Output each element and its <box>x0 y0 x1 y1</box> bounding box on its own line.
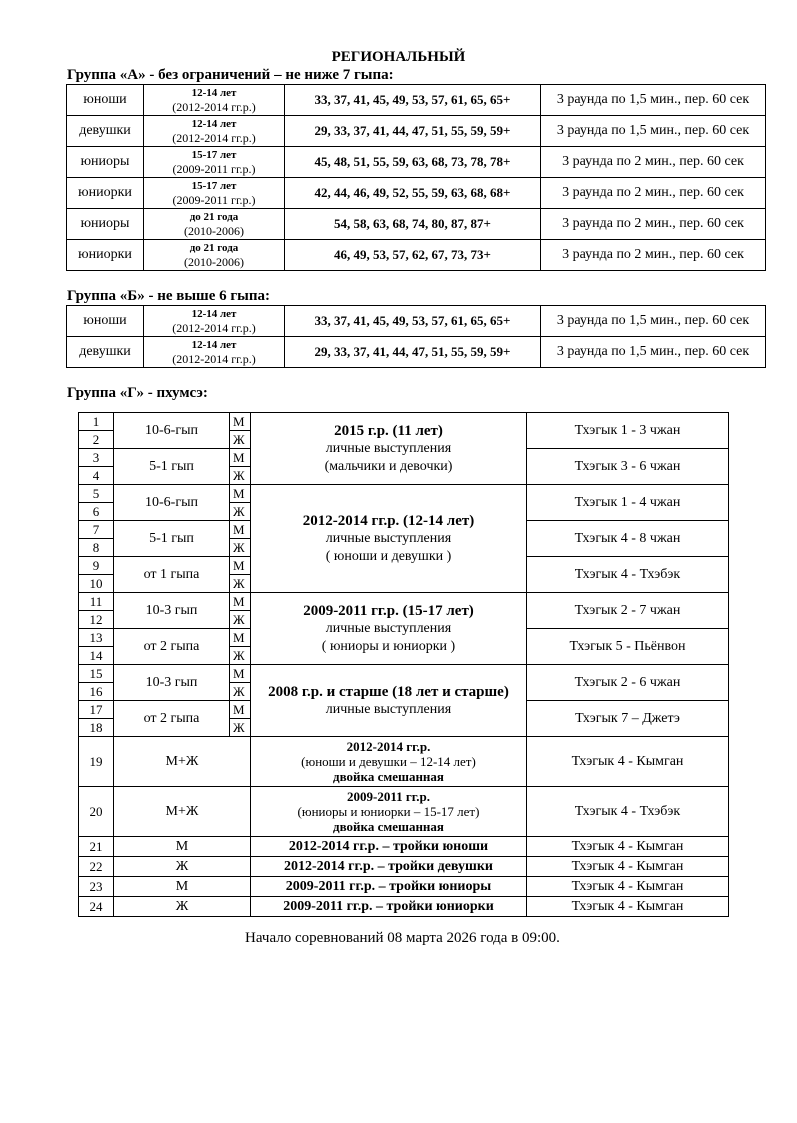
group-a-heading: Группа «А» - без ограничений – не ниже 7 гыпа: <box>67 67 394 83</box>
poomsae-program-cell: Тхэгык 4 - Кымган <box>527 837 729 857</box>
table-row <box>79 897 729 917</box>
number-cell: 8 <box>79 539 114 557</box>
sex-cell: Ж <box>114 897 251 917</box>
number-cell: 23 <box>79 877 114 897</box>
number-cell: 17 <box>79 701 114 719</box>
category-cell: юниоры <box>67 209 144 240</box>
category-description-cell <box>251 485 527 593</box>
sex-cell: Ж <box>230 575 251 593</box>
number-cell: 7 <box>79 521 114 539</box>
number-cell: 9 <box>79 557 114 575</box>
poomsae-program-cell: Тхэгык 4 - Кымган <box>527 857 729 877</box>
birth-years: (2012-2014 гг.р.) <box>172 130 256 145</box>
sex-cell: М <box>230 413 251 431</box>
age-group-title: 2015 г.р. (11 лет) <box>334 422 443 439</box>
weight-classes-cell: 42, 44, 46, 49, 52, 55, 59, 63, 68, 68+ <box>285 178 541 209</box>
poomsae-program-cell: Тхэгык 2 - 6 чжан <box>527 665 729 701</box>
weight-classes-cell: 33, 37, 41, 45, 49, 53, 57, 61, 65, 65+ <box>285 85 541 116</box>
participants: ( юноши и девушки ) <box>325 548 452 564</box>
number-cell: 20 <box>79 787 114 837</box>
weight-classes-cell: 33, 37, 41, 45, 49, 53, 57, 61, 65, 65+ <box>285 306 541 337</box>
table-row <box>79 837 729 857</box>
age-range: 12-14 лет <box>191 117 237 130</box>
age-range: 15-17 лет <box>191 179 237 192</box>
performance-type: личные выступления <box>325 620 452 636</box>
birth-years: (2009-2011 гг.р.) <box>172 161 256 176</box>
belt-level-cell: от 1 гыпа <box>114 557 230 593</box>
category-cell: девушки <box>67 116 144 147</box>
group-g-heading: Группа «Г» - пхумсэ: <box>67 385 208 401</box>
category-description-cell: 2009-2011 гг.р. – тройки юниорки <box>251 897 527 917</box>
poomsae-program-cell: Тхэгык 4 - Кымган <box>527 737 729 787</box>
table-row <box>67 240 766 271</box>
category-cell: юноши <box>67 306 144 337</box>
bout-format-cell: 3 раунда по 1,5 мин., пер. 60 сек <box>541 116 766 147</box>
table-row <box>67 178 766 209</box>
birth-years: (2009-2011 гг.р.) <box>172 192 256 207</box>
participants: (юноши и девушки – 12-14 лет) <box>301 754 476 769</box>
number-cell: 3 <box>79 449 114 467</box>
category-cell: юниорки <box>67 178 144 209</box>
bout-format-cell: 3 раунда по 2 мин., пер. 60 сек <box>541 240 766 271</box>
table-row <box>67 116 766 147</box>
sex-cell: М <box>230 557 251 575</box>
weight-classes-cell: 29, 33, 37, 41, 44, 47, 51, 55, 59, 59+ <box>285 337 541 368</box>
age-range: 12-14 лет <box>191 86 237 99</box>
bout-format-cell: 3 раунда по 1,5 мин., пер. 60 сек <box>541 306 766 337</box>
number-cell: 24 <box>79 897 114 917</box>
table-row <box>67 337 766 368</box>
age-cell <box>144 178 285 209</box>
page-title: РЕГИОНАЛЬНЫЙ <box>331 49 466 65</box>
number-cell: 15 <box>79 665 114 683</box>
table-row <box>67 85 766 116</box>
category-cell: юниорки <box>67 240 144 271</box>
category-cell: юниоры <box>67 147 144 178</box>
table-row <box>79 665 729 683</box>
sex-cell: М <box>230 665 251 683</box>
category-cell: девушки <box>67 337 144 368</box>
category-description-cell <box>251 787 527 837</box>
birth-years: 2009-2011 гг.р. <box>347 789 430 804</box>
number-cell: 5 <box>79 485 114 503</box>
number-cell: 14 <box>79 647 114 665</box>
sex-cell: Ж <box>230 683 251 701</box>
weight-classes-cell: 46, 49, 53, 57, 62, 67, 73, 73+ <box>285 240 541 271</box>
sex-cell: М <box>230 629 251 647</box>
category-description-cell <box>251 737 527 787</box>
birth-years: (2010-2006) <box>184 254 244 269</box>
age-group-title: 2012-2014 гг.р. (12-14 лет) <box>302 512 475 529</box>
weight-classes-cell: 45, 48, 51, 55, 59, 63, 68, 73, 78, 78+ <box>285 147 541 178</box>
category-description-cell: 2012-2014 гг.р. – тройки юноши <box>251 837 527 857</box>
bout-format-cell: 3 раунда по 2 мин., пер. 60 сек <box>541 178 766 209</box>
number-cell: 4 <box>79 467 114 485</box>
age-cell <box>144 116 285 147</box>
belt-level-cell: 5-1 гып <box>114 521 230 557</box>
sex-cell: Ж <box>230 503 251 521</box>
age-cell <box>144 209 285 240</box>
table-row <box>67 147 766 178</box>
sex-cell: Ж <box>230 467 251 485</box>
participants: ( юниоры и юниорки ) <box>321 638 456 654</box>
sex-cell: Ж <box>230 431 251 449</box>
number-cell: 1 <box>79 413 114 431</box>
sex-cell: М+Ж <box>114 737 251 787</box>
group-g-table <box>78 412 729 917</box>
number-cell: 2 <box>79 431 114 449</box>
number-cell: 21 <box>79 837 114 857</box>
age-range: 12-14 лет <box>191 338 237 351</box>
poomsae-program-cell: Тхэгык 7 – Джетэ <box>527 701 729 737</box>
belt-level-cell: от 2 гыпа <box>114 701 230 737</box>
table-row <box>79 413 729 431</box>
bout-format-cell: 3 раунда по 2 мин., пер. 60 сек <box>541 209 766 240</box>
age-cell <box>144 240 285 271</box>
competition-start-note: Начало соревнований 08 марта 2026 года в 09:00. <box>245 930 560 946</box>
number-cell: 13 <box>79 629 114 647</box>
belt-level-cell: 10-3 гып <box>114 593 230 629</box>
table-row <box>67 209 766 240</box>
table-row <box>67 306 766 337</box>
category-cell: юноши <box>67 85 144 116</box>
sex-cell: М <box>114 837 251 857</box>
sex-cell: М <box>114 877 251 897</box>
table-row <box>79 787 729 837</box>
number-cell: 11 <box>79 593 114 611</box>
age-range: до 21 года <box>189 210 239 223</box>
participants: (мальчики и девочки) <box>324 458 453 474</box>
sex-cell: Ж <box>114 857 251 877</box>
table-row <box>79 485 729 503</box>
table-row <box>79 737 729 787</box>
sex-cell: Ж <box>230 719 251 737</box>
team-type: двойка смешанная <box>333 819 444 834</box>
age-range: 12-14 лет <box>191 307 237 320</box>
belt-level-cell: 10-3 гып <box>114 665 230 701</box>
sex-cell: Ж <box>230 539 251 557</box>
age-cell <box>144 147 285 178</box>
bout-format-cell: 3 раунда по 1,5 мин., пер. 60 сек <box>541 337 766 368</box>
sex-cell: Ж <box>230 647 251 665</box>
category-description-cell: 2012-2014 гг.р. – тройки девушки <box>251 857 527 877</box>
performance-type: личные выступления <box>325 530 452 546</box>
number-cell: 12 <box>79 611 114 629</box>
sex-cell: Ж <box>230 611 251 629</box>
category-description-cell <box>251 665 527 737</box>
number-cell: 16 <box>79 683 114 701</box>
category-description-cell <box>251 413 527 485</box>
sex-cell: М+Ж <box>114 787 251 837</box>
poomsae-program-cell: Тхэгык 4 - Тхэбэк <box>527 557 729 593</box>
sex-cell: М <box>230 521 251 539</box>
category-description-cell: 2009-2011 гг.р. – тройки юниоры <box>251 877 527 897</box>
belt-level-cell: 10-6-гып <box>114 485 230 521</box>
age-range: 15-17 лет <box>191 148 237 161</box>
age-range: до 21 года <box>189 241 239 254</box>
group-b-heading: Группа «Б» - не выше 6 гыпа: <box>67 288 271 304</box>
number-cell: 6 <box>79 503 114 521</box>
belt-level-cell: 5-1 гып <box>114 449 230 485</box>
poomsae-program-cell: Тхэгык 4 - Кымган <box>527 897 729 917</box>
number-cell: 18 <box>79 719 114 737</box>
poomsae-program-cell: Тхэгык 1 - 4 чжан <box>527 485 729 521</box>
bout-format-cell: 3 раунда по 2 мин., пер. 60 сек <box>541 147 766 178</box>
birth-years: (2012-2014 гг.р.) <box>172 320 256 335</box>
sex-cell: М <box>230 593 251 611</box>
poomsae-program-cell: Тхэгык 1 - 3 чжан <box>527 413 729 449</box>
number-cell: 19 <box>79 737 114 787</box>
category-description-cell <box>251 593 527 665</box>
poomsae-program-cell: Тхэгык 2 - 7 чжан <box>527 593 729 629</box>
age-group-title: 2008 г.р. и старше (18 лет и старше) <box>268 683 509 700</box>
poomsae-program-cell: Тхэгык 4 - Тхэбэк <box>527 787 729 837</box>
table-row <box>79 857 729 877</box>
number-cell: 10 <box>79 575 114 593</box>
group-b-table <box>66 305 766 368</box>
sex-cell: М <box>230 485 251 503</box>
age-cell <box>144 306 285 337</box>
team-type: двойка смешанная <box>333 769 444 784</box>
poomsae-program-cell: Тхэгык 5 - Пьёнвон <box>527 629 729 665</box>
poomsae-program-cell: Тхэгык 3 - 6 чжан <box>527 449 729 485</box>
belt-level-cell: 10-6-гып <box>114 413 230 449</box>
age-group-title: 2009-2011 гг.р. (15-17 лет) <box>303 602 474 619</box>
number-cell: 22 <box>79 857 114 877</box>
birth-years: 2012-2014 гг.р. <box>346 739 431 754</box>
sex-cell: М <box>230 701 251 719</box>
sex-cell: М <box>230 449 251 467</box>
birth-years: (2010-2006) <box>184 223 244 238</box>
performance-type: личные выступления <box>325 440 452 456</box>
weight-classes-cell: 54, 58, 63, 68, 74, 80, 87, 87+ <box>285 209 541 240</box>
group-a-table <box>66 84 766 271</box>
birth-years: (2012-2014 гг.р.) <box>172 351 256 366</box>
performance-type: личные выступления <box>325 701 452 717</box>
age-cell <box>144 85 285 116</box>
table-row <box>79 593 729 611</box>
age-cell <box>144 337 285 368</box>
poomsae-program-cell: Тхэгык 4 - 8 чжан <box>527 521 729 557</box>
bout-format-cell: 3 раунда по 1,5 мин., пер. 60 сек <box>541 85 766 116</box>
poomsae-program-cell: Тхэгык 4 - Кымган <box>527 877 729 897</box>
participants: (юниоры и юниорки – 15-17 лет) <box>297 804 480 819</box>
table-row <box>79 877 729 897</box>
weight-classes-cell: 29, 33, 37, 41, 44, 47, 51, 55, 59, 59+ <box>285 116 541 147</box>
belt-level-cell: от 2 гыпа <box>114 629 230 665</box>
birth-years: (2012-2014 гг.р.) <box>172 99 256 114</box>
